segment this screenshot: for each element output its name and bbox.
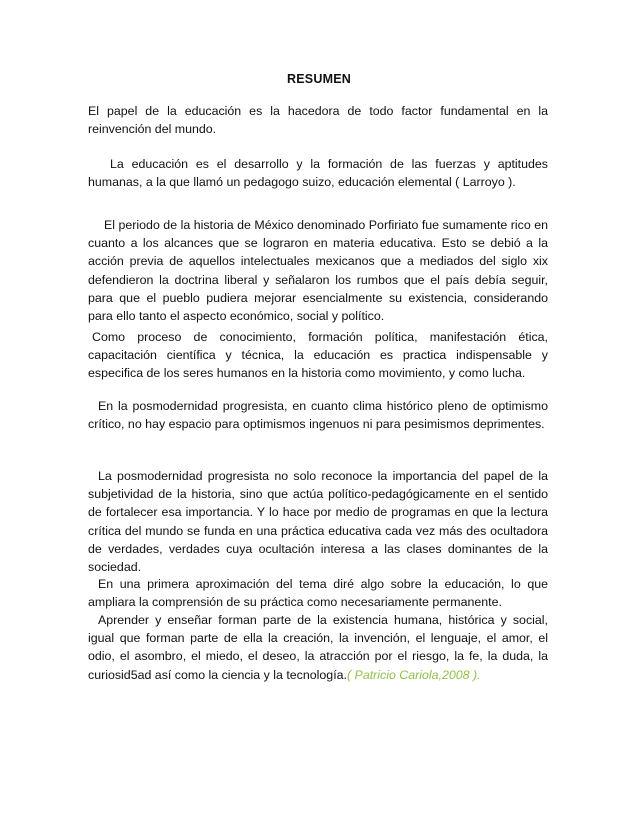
paragraph-5: En la posmodernidad progresista, en cuanto clima histórico pleno de optimismo crítico, no hay espacio para optimismos ingenuos ni para pesimismos deprimentes.	[88, 399, 548, 432]
paragraph-7: En una primera aproximación del tema diré algo sobre la educación, lo que ampliara la comprensión de su práctica como necesariamente permanente.	[88, 577, 548, 610]
paragraph-4: Como proceso de conocimiento, formación política, manifestación ética, capacitación científica y técnica, la educación es practica indispensable y especifica de los seres humanos en la historia como movimiento, y como lucha.	[88, 330, 548, 381]
paragraph-1: El papel de la educación es la hacedora de todo factor fundamental en la reinvención del mundo.	[88, 104, 548, 137]
paragraph-6: La posmodernidad progresista no solo reconoce la importancia del papel de la subjetividad de la historia, sino que actúa político-pedagógicamente en el sentido de fortalecer esa importancia. Y lo hace por medio de programas en que la lectura crítica del mundo se funda en una práctica educativa cada vez más des ocultadora de verdades, verdades cuya ocultación interesa a las clases dominantes de la sociedad.	[88, 469, 548, 575]
citation-link: ( Patricio Cariola,2008 ).	[346, 667, 481, 682]
paragraph-2: La educación es el desarrollo y la formación de las fuerzas y aptitudes humanas, a la que llamó un pedagogo suizo, educación elemental ( Larroyo ).	[88, 157, 548, 190]
paragraph-8-text: Aprender y enseñar forman parte de la existencia humana, histórica y social, igual que forman parte de ella la creación, la invención, el lenguaje, el amor, el odio, el asombro, el miedo, el deseo, la atracción por el riesgo, la fe, la duda, la curiosid5ad así como la ciencia y la tecnología.	[88, 613, 548, 682]
paragraph-3: El periodo de la historia de México denominado Porfiriato fue sumamente rico en cuanto a los alcances que se lograron en materia educativa. Esto se debió a la acción previa de aquellos intelectuales mexicanos que a mediados del siglo xix defendieron la doctrina liberal y señalaron los rumbos que el país debía seguir, para que el pueblo pudiera mejorar esencialmente su existencia, considerando para ello tanto el aspecto económico, social y político.	[88, 218, 548, 324]
document-title: RESUMEN	[287, 72, 351, 86]
paragraph-8	[88, 611, 548, 684]
